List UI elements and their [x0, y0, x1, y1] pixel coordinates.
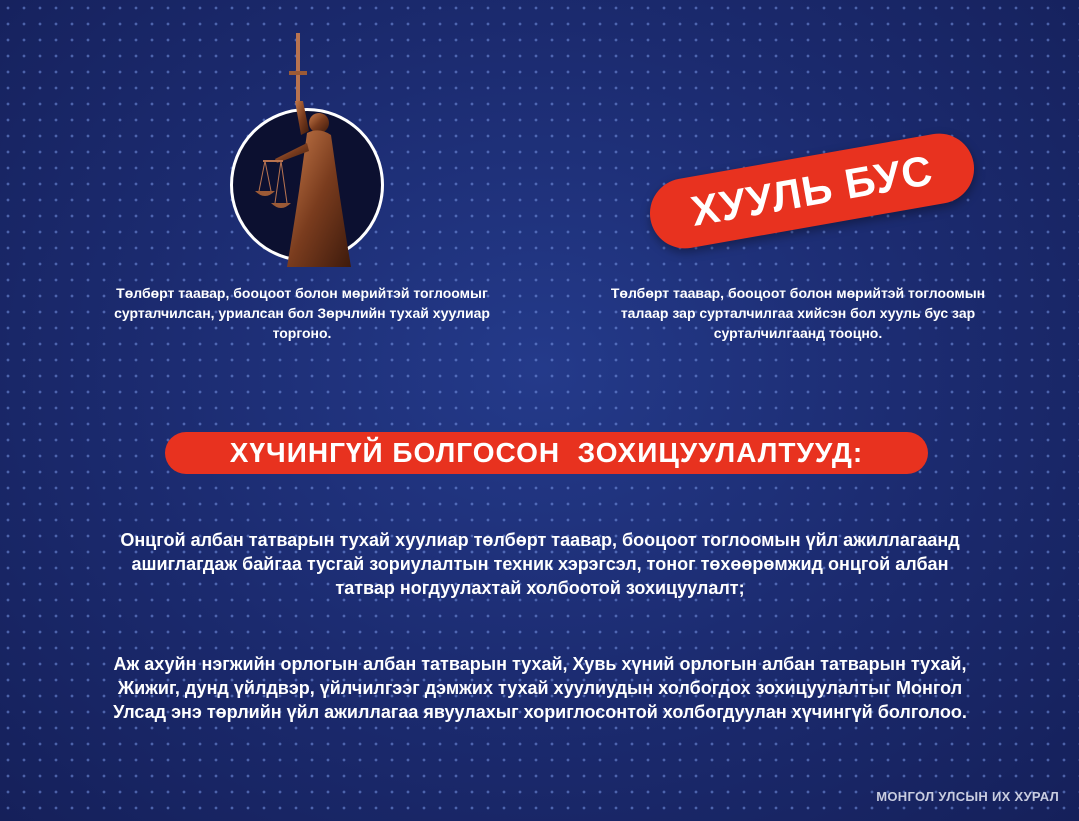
- repealed-regulations-banner: ХҮЧИНГҮЙ БОЛГОСОН ЗОХИЦУУЛАЛТУУД:: [165, 432, 928, 474]
- lady-justice-emblem: [230, 108, 384, 262]
- illegal-badge: ХУУЛЬ БУС: [644, 128, 979, 254]
- source-footer: МОНГОЛ УЛСЫН ИХ ХУРАЛ: [876, 789, 1059, 804]
- body-paragraph-1: Онцгой албан татварын тухай хуулиар төлбөрт таавар, бооцоот тоглоомын үйл ажиллагаанд ашиглагдаж байгаа тусгай зориулалтын техник хэрэгсэл, тоног төхөөрөмжид онцгой албан татвар ногдуулахтай холбоотой зохицуулалт;: [120, 530, 960, 598]
- body-paragraph-2: Аж ахуйн нэгжийн орлогын албан татварын тухай, Хувь хүний орлогын албан татварын тухай, Жижиг, дунд үйлдвэр, үйлчилгээг дэмжих тухай хуулиудын холбогдох зохицуулалтыг Монгол Улсад энэ төрлийн үйл ажиллагаа явуулахыг хориглосонтой холбогдуулан хүчингүй болголоо.: [113, 654, 967, 722]
- right-caption: Төлбөрт таавар, бооцоот болон мөрийтэй тоглоомын талаар зар сурталчилгаа хийсэн бол хууль бус зар сурталчилгаанд тооцно.: [610, 285, 986, 341]
- left-caption: Төлбөрт таавар, бооцоот болон мөрийтэй тоглоомыг сурталчилсан, уриалсан бол Зөрчлийн тухай хуулиар торгоно.: [114, 285, 490, 341]
- lady-justice-icon: [223, 31, 403, 271]
